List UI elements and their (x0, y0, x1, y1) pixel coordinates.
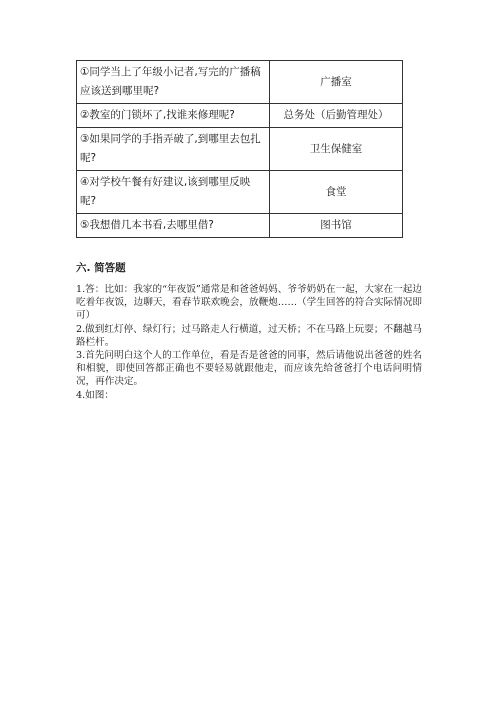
table-row (77, 171, 403, 214)
table-row (77, 61, 403, 104)
answer-paragraph: 3.首先问明白这个人的工作单位，看是否是爸爸的同事，然后请他说出爸爸的姓名和相貌，即使回答都正确也不要轻易就跟他走，而应该先给爸爸打个电话问明情况，再作决定。 (76, 350, 422, 388)
answer-list (76, 283, 422, 402)
table-row (77, 104, 403, 128)
answer-cell: 食堂 (270, 171, 403, 214)
section-title: 六. 简答题 (76, 262, 126, 274)
answer-cell: 广播室 (270, 61, 403, 104)
question-cell: ④对学校午餐有好建议,该到哪里反映呢? (77, 171, 270, 214)
answer-paragraph: 1.答：比如：我家的“年夜饭”通常是和爸爸妈妈、爷爷奶奶在一起，大家在一起边吃着年夜饭，边聊天，看春节联欢晚会，放鞭炮……（学生回答的符合实际情况即可） (76, 284, 422, 322)
answer-paragraph: 4.如图： (76, 389, 114, 401)
question-cell: ⑤我想借几本书看,去哪里借? (77, 214, 270, 238)
answer-paragraph: 2.做到红灯停、绿灯行；过马路走人行横道，过天桥；不在马路上玩耍；不翻越马路栏杆。 (76, 323, 422, 348)
table-row (77, 128, 403, 171)
matching-table (76, 60, 403, 238)
answer-cell: 图书馆 (270, 214, 403, 238)
answer-cell: 总务处（后勤管理处） (270, 104, 403, 128)
answer-cell: 卫生保健室 (270, 128, 403, 171)
question-cell: ①同学当上了年级小记者,写完的广播稿应该送到哪里呢? (77, 61, 270, 104)
table-row (77, 214, 403, 238)
question-cell: ③如果同学的手指弄破了,到哪里去包扎呢? (77, 128, 270, 171)
question-cell: ②教室的门锁坏了,找谁来修理呢? (77, 104, 270, 128)
